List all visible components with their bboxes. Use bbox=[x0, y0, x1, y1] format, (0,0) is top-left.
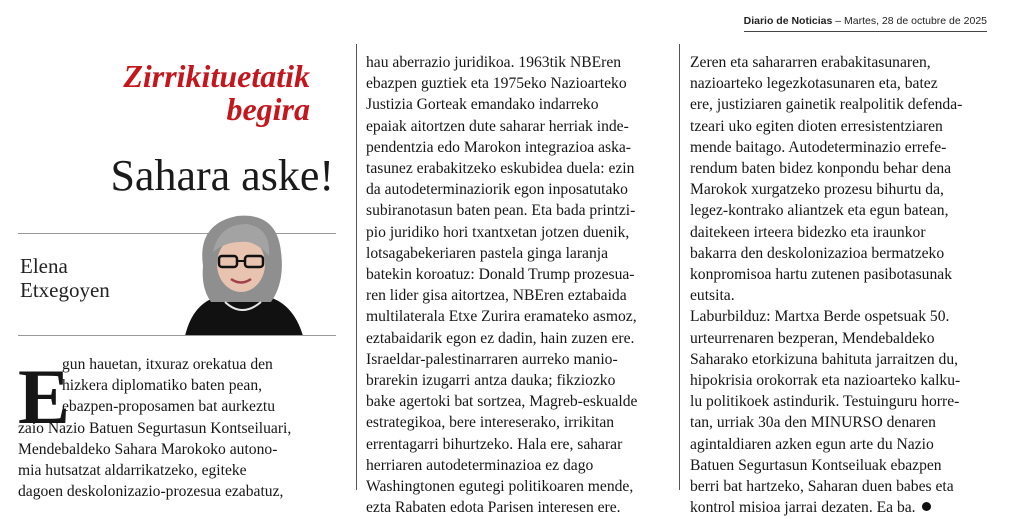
col3-line: tan, urriak 30a den MINURSO denaren bbox=[690, 414, 936, 432]
col2-line: herriaren autodeterminazioa ez dago bbox=[366, 456, 594, 474]
col2-line: ezta Rabaten edota Parisen interesen ere. bbox=[366, 499, 621, 517]
col3-line: konpromisoa hartu zutenen pasibotasunak bbox=[690, 266, 952, 284]
kicker-line-2: begira bbox=[226, 91, 310, 127]
issue-date: – Martes, 28 de octubre de 2025 bbox=[832, 15, 987, 27]
col2-line: epaiak aitortzen dute saharar herriak inde- bbox=[366, 117, 629, 135]
col2-line: eztabaidarik egon ez dadin, hain zuzen ere. bbox=[366, 329, 635, 347]
col3-line: berri bat hartzeko, Saharan duen babes eta bbox=[690, 478, 954, 496]
col1-line: mia hutsatzat aldarrikatzeko, egiteke bbox=[18, 462, 247, 480]
author-portrait bbox=[175, 206, 310, 336]
col1-line: zaio Nazio Batuen Segurtasun Kontseiluari, bbox=[18, 419, 292, 437]
col2-line: ren lider gisa aitortzea, NBEren eztabaida bbox=[366, 287, 627, 305]
col3-line: Laburbilduz: Martxa Berde ospetsuak 50. bbox=[690, 308, 950, 326]
col1-line: hizkera diplomatiko baten pean, bbox=[62, 377, 263, 395]
column-3-body bbox=[679, 44, 999, 517]
col2-line: tasunez erabakitzeko eskubidea duela: ezin bbox=[366, 160, 635, 178]
col3-line: agintaldiaren azken egun arte du Nazio bbox=[690, 435, 934, 453]
col2-line: batekin koroatuz: Donald Trump prozesua- bbox=[366, 266, 635, 284]
column-1-body bbox=[18, 354, 336, 502]
col2-line: estrategikoa, bere intereserako, irrikitan bbox=[366, 414, 615, 432]
col2-line: errentagarri bihurtzeko. Hala ere, saharar bbox=[366, 435, 623, 453]
col1-line: Mendebaldeko Sahara Marokoko autono- bbox=[18, 440, 278, 458]
col2-line: Israeldar-palestinarraren aurreko manio- bbox=[366, 350, 618, 368]
col2-line: Washingtonen egutegi politikoaren mende, bbox=[366, 478, 634, 496]
col3-line: ere, justiziaren gainetik realpolitik defenda- bbox=[690, 96, 963, 114]
masthead-rule bbox=[744, 31, 987, 32]
end-of-article-dot-icon bbox=[922, 502, 931, 511]
col2-line: pio juridiko hori txantxetan jotzen duenik, bbox=[366, 223, 630, 241]
article-headline: Sahara aske! bbox=[110, 151, 334, 200]
col2-line: brarekin izugarri antza dauka; fikziozko bbox=[366, 372, 616, 390]
col3-line: tzeari uko egiten dioten erresistentziaren bbox=[690, 117, 943, 135]
col3-line: Batuen Segurtasun Kontseiluak ebazpen bbox=[690, 456, 942, 474]
section-kicker bbox=[60, 60, 310, 126]
col3-line: lu politikoek astindurik. Testuinguru horre- bbox=[690, 393, 960, 411]
col3-line: mende baitago. Autodeterminazio errefe- bbox=[690, 138, 947, 156]
col3-line: daitekeen irteera bidezko eta iraunkor bbox=[690, 223, 926, 241]
col3-line: Saharako etorkizuna bahituta jarraitzen du, bbox=[690, 350, 959, 368]
kicker-line-1: Zirrikituetatik bbox=[123, 58, 310, 94]
col3-line: bakarra den deskolonizazioa bermatzeko bbox=[690, 244, 945, 262]
author-name bbox=[20, 254, 110, 302]
col1-line: ebazpen-proposamen bat aurkeztu bbox=[62, 398, 276, 416]
col3-line: eutsita. bbox=[690, 287, 735, 305]
publication-name: Diario de Noticias bbox=[743, 15, 833, 27]
author-first-name: Elena bbox=[20, 254, 68, 278]
col1-line: dagoen deskolonizazio-prozesua ezabatuz, bbox=[18, 483, 284, 501]
col2-line: subiranotasun baten pean. Eta bada printzi- bbox=[366, 202, 636, 220]
col3-line: legez-kontrako aliantzek eta egun batean, bbox=[690, 202, 949, 220]
col1-line: gun hauetan, itxuraz orekatua den bbox=[62, 356, 273, 373]
col3-line: Marokok xurgatzeko prozesu bihurtu da, bbox=[690, 181, 944, 199]
column-2-body bbox=[356, 44, 668, 517]
col3-line: hipokrisia orokorrak eta nazioarteko kalku- bbox=[690, 372, 961, 390]
col3-line-last bbox=[690, 497, 999, 518]
col3-line: urteurrenaren bezperan, Mendebaldeko bbox=[690, 329, 935, 347]
col3-line: nazioarteko legezkotasunaren eta, batez bbox=[690, 75, 938, 93]
col3-line: rendum baten bidez konpondu behar dena bbox=[690, 160, 952, 178]
col2-line: pendentzia edo Marokon integrazioa aska- bbox=[366, 138, 631, 156]
col3-last-text: kontrol misioa jarrai dezaten. Ea ba. bbox=[690, 499, 916, 517]
byline-divider-bottom bbox=[18, 335, 336, 336]
col2-line: multilaterala Etxe Zurira eramateko asmoz, bbox=[366, 308, 637, 326]
col2-line: hau aberrazio juridikoa. 1963tik NBEren bbox=[366, 54, 622, 71]
col2-line: ebazpen guztiek eta 1975eko Nazioarteko bbox=[366, 75, 627, 93]
author-last-name: Etxegoyen bbox=[20, 278, 110, 302]
masthead bbox=[744, 15, 987, 27]
col2-line: da autodeterminaziorik egon inposatutako bbox=[366, 181, 628, 199]
drop-cap: E bbox=[18, 353, 71, 440]
col2-line: Justizia Gorteak emandako indarreko bbox=[366, 96, 599, 114]
col2-line: lotsagabekeriaren pastela ginga laranja bbox=[366, 244, 609, 262]
col3-line: Zeren eta sahararren erabakitasunaren, bbox=[690, 54, 931, 71]
col2-line: bake agertoki bat sortzea, Magreb-eskualde bbox=[366, 393, 638, 411]
